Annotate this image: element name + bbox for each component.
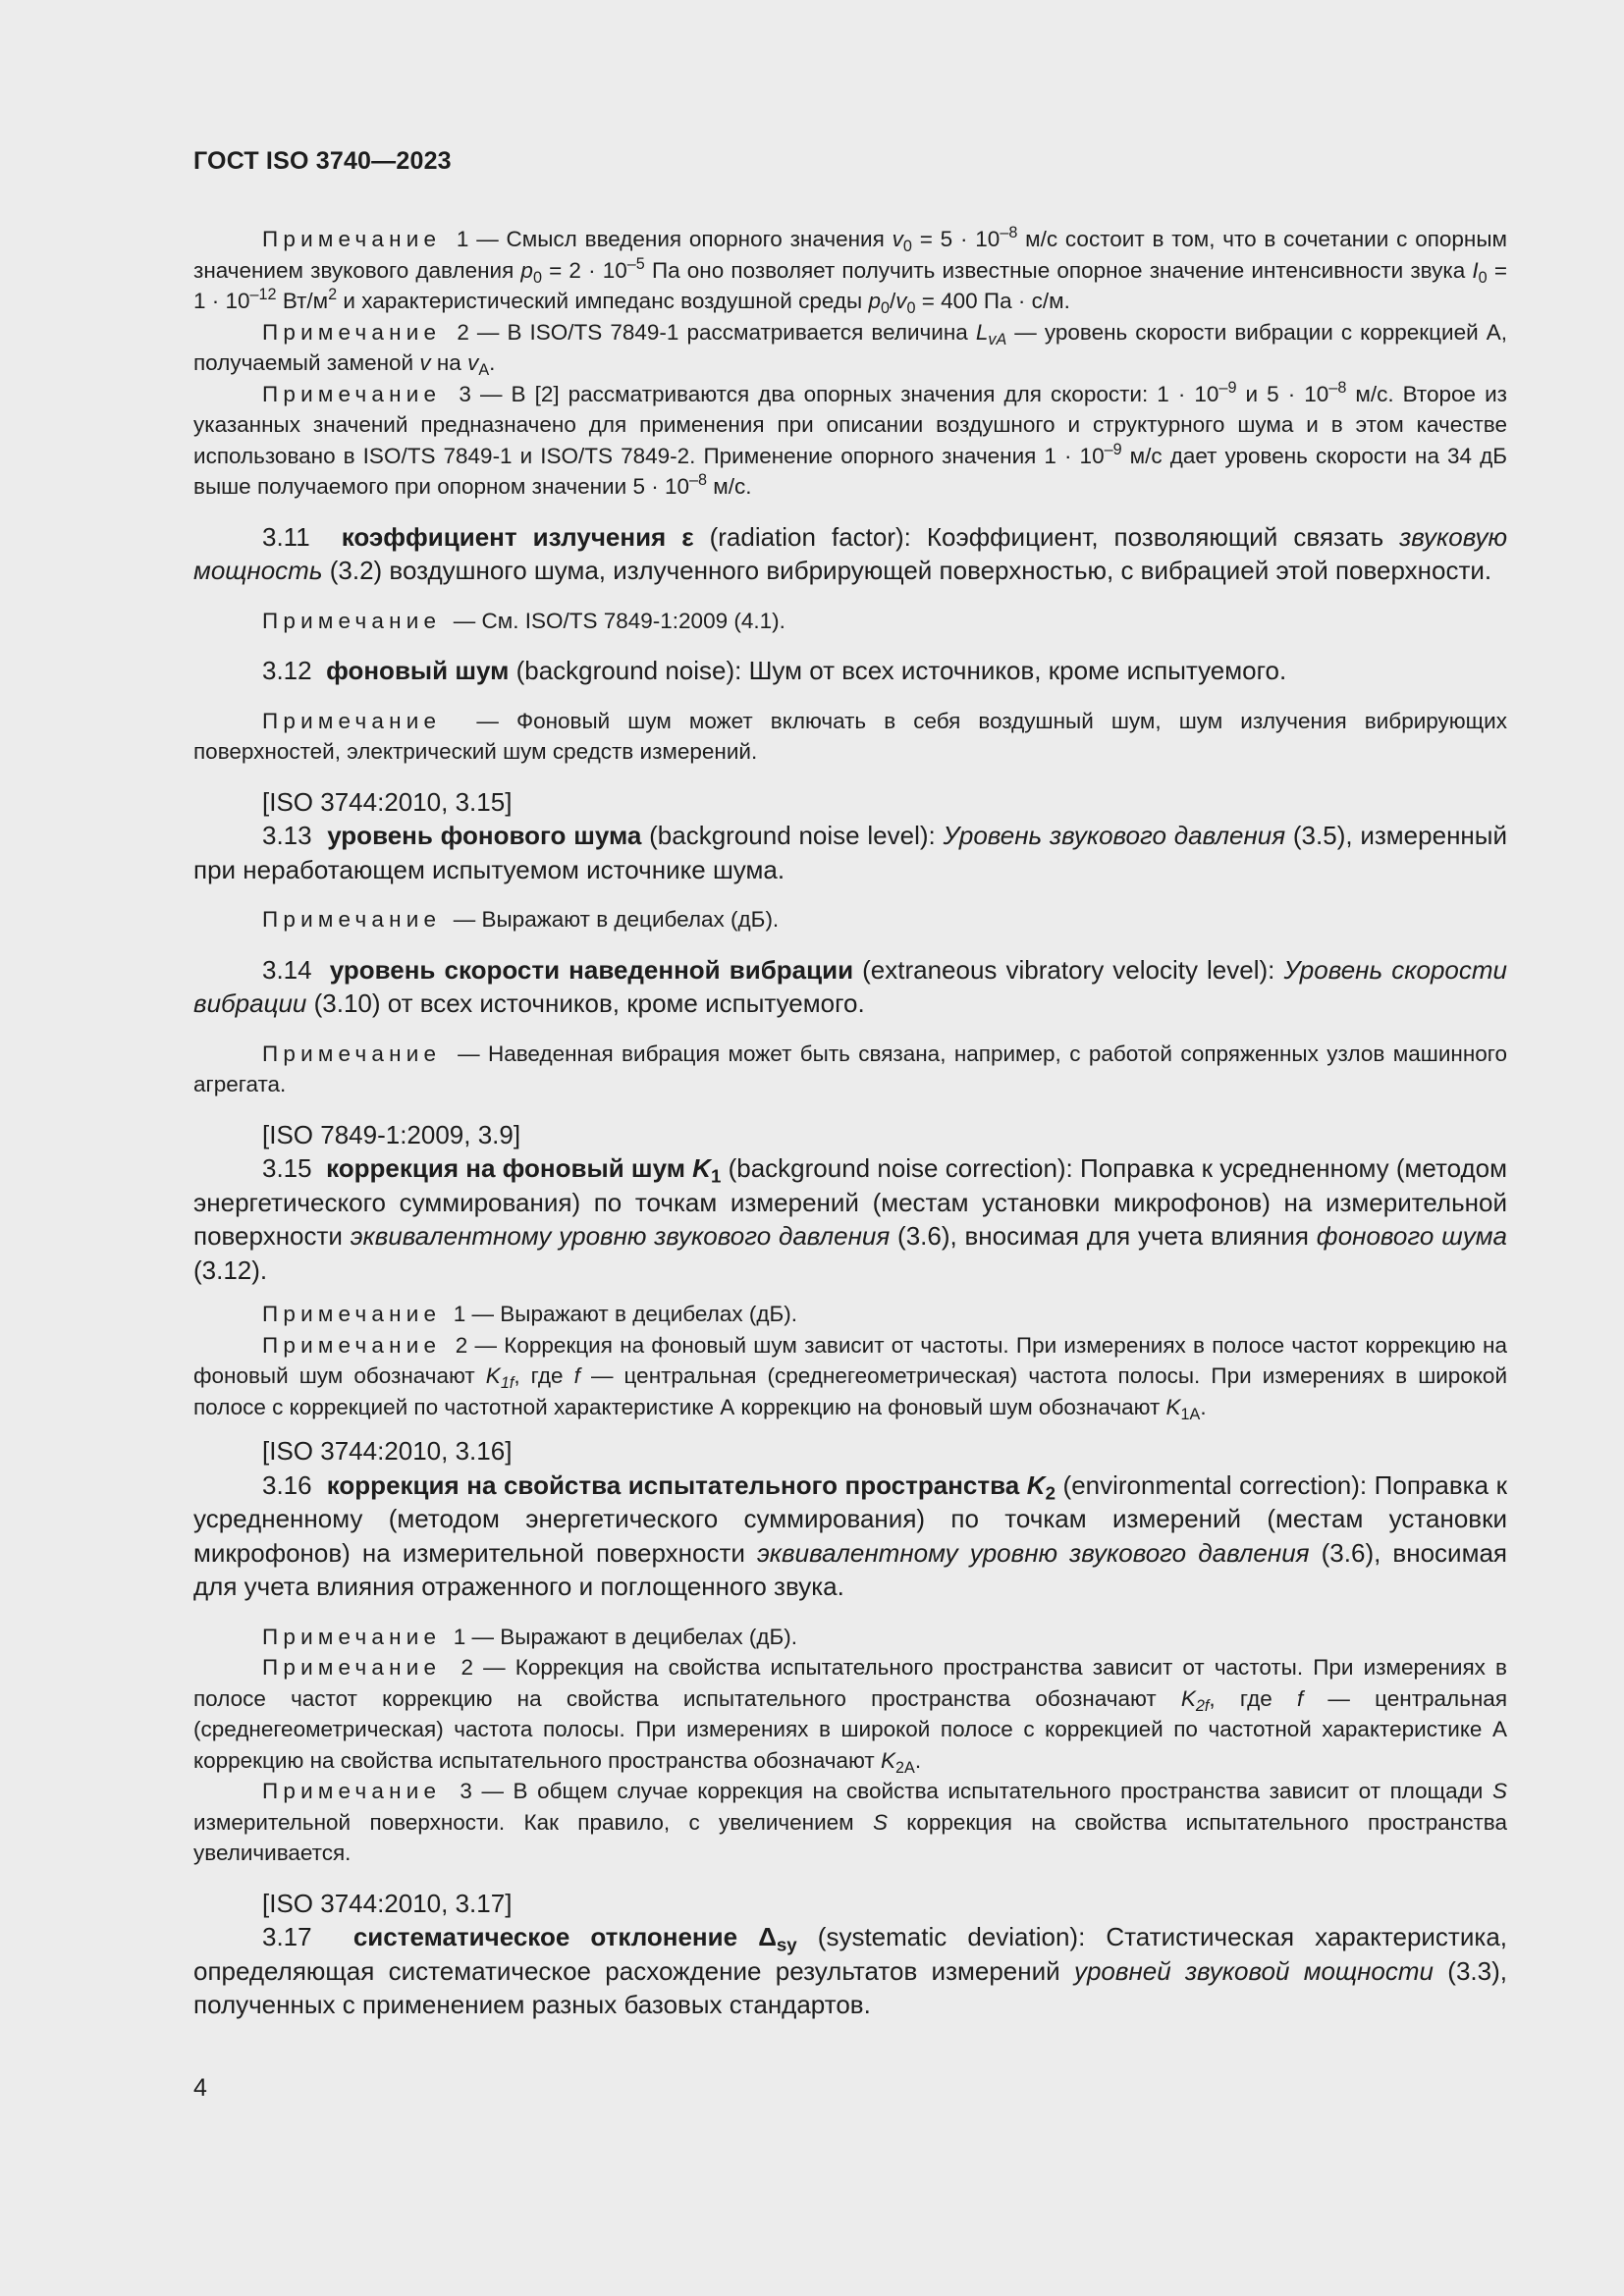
term-symbol: Δ: [758, 1922, 777, 1951]
section-number: 3.15: [262, 1153, 312, 1183]
note-3-12: Примечание — Фоновый шум может включать в себя воздушный шум, шум излучения вибрирующих поверхностей, электрический шум средств измерений.: [193, 708, 1507, 764]
term-name: уровень фонового шума: [327, 821, 642, 850]
term-3-17: 3.17 систематическое отклонение $\Delta_{sy}$ (systematic deviation): Статистическая характеристика, определяющая систематическое расхождение результатов измерений уровней звуковой мощности (3.3), полученных с применением разных базовых стандартов.: [193, 1922, 1507, 2019]
note-label: Примечание: [262, 381, 442, 406]
note-label: Примечание: [262, 227, 442, 251]
note-label: Примечание: [262, 1041, 442, 1066]
term-3-11: 3.11 коэффициент излучения ε (radiation factor): Коэффициент, позволяющий связать звуковую мощность (3.2) воздушного шума, излученного вибрирующей поверхностью, с вибрацией этой поверхности.: [193, 521, 1507, 585]
term-name: коррекция на фоновый шум: [326, 1153, 685, 1183]
note-3-16-2: Примечание 2 — Коррекция на свойства испытательного пространства зависит от частоты. При измерениях в полосе частот коррекцию на свойства испытательного пространства обозначают $K_{2f}$, где f — центральная (среднегеометрическая) частота полосы. При измерениях в широкой полосе с коррекцией по частотной характеристике А коррекцию на свойства испытательного пространства обозначают $K_{2A}$.: [193, 1655, 1508, 1777]
term-3-13: 3.13 уровень фонового шума (background noise level): Уровень звукового давления (3.5), измеренный при неработающем испытуемом источнике шума.: [193, 821, 1507, 884]
term-3-14: 3.14 уровень скорости наведенной вибрации (extraneous vibratory velocity level): Уровень скорости вибрации (3.10) от всех источников, кроме испытуемого.: [193, 954, 1507, 1018]
document-body: [193, 224, 1507, 2022]
section-number: 3.11: [262, 521, 310, 552]
note-label: Примечание: [262, 608, 442, 633]
note-3-16-3: Примечание 3 — В общем случае коррекция на свойства испытательного пространства зависит от площади S измерительной поверхности. Как правило, с увеличением S коррекция на свойства испытательного пространства увеличивается.: [193, 1779, 1507, 1865]
note-3-13: Примечание — Выражают в децибелах (дБ).: [262, 907, 780, 932]
reference-3-14: [ISO 7849-1:2009, 3.9]: [262, 1119, 521, 1149]
note-top-2: Примечание 2 — В ISO/TS 7849-1 рассматривается величина $L_{vA}$ — уровень скорости вибрации с коррекцией А, получаемый заменой v на $v_A$.: [193, 319, 1507, 379]
note-3-15-2: Примечание 2 — Коррекция на фоновый шум зависит от частоты. При измерениях в полосе частот коррекцию на фоновый шум обозначают $K_{1f}$, где f — центральная (среднегеометрическая) частота полосы. При измерениях в широкой полосе с коррекцией по частотной характеристике А коррекцию на фоновый шум обозначают $K_{1A}$.: [193, 1332, 1508, 1423]
term-name: коррекция на свойства испытательного пространства: [326, 1469, 1020, 1500]
document-header: ГОСТ ISO 3740—2023: [193, 147, 452, 175]
note-label: Примечание: [262, 1779, 442, 1803]
page-number: 4: [193, 2074, 207, 2102]
term-name: систематическое отклонение: [352, 1922, 738, 1951]
term-3-15: 3.15 коррекция на фоновый шум $K_1$ (background noise correction): Поправка к усредненному (методом энергетического суммирования) по точкам измерений (местам установки микрофонов) на измерительной поверхности эквивалентному уровню звукового давления (3.6), вносимая для учета влияния фонового шума (3.12).: [193, 1153, 1508, 1285]
term-name: коэффициент излучения ε: [341, 521, 694, 552]
note-label: Примечание: [262, 1332, 442, 1358]
section-number: 3.17: [262, 1922, 312, 1951]
term-symbol: K: [692, 1153, 711, 1183]
note-label: Примечание: [262, 319, 442, 345]
term-name: уровень скорости наведенной вибрации: [329, 954, 854, 985]
note-label: Примечание: [262, 907, 442, 932]
section-number: 3.12: [262, 656, 312, 685]
note-3-11: Примечание — См. ISO/TS 7849-1:2009 (4.1).: [262, 608, 785, 633]
note-3-15-1: Примечание 1 — Выражают в децибелах (дБ).: [262, 1302, 797, 1326]
reference-3-16: [ISO 3744:2010, 3.17]: [262, 1888, 513, 1918]
term-name: фоновый шум: [326, 656, 510, 685]
term-3-16: 3.16 коррекция на свойства испытательного пространства $K_2$ (environmental correction): Поправка к усредненному (методом энергетического суммирования) по точкам измерений (местам установки микрофонов) на измерительной поверхности эквивалентному уровню звукового давления (3.6), вносимая для учета влияния отраженного и поглощенного звука.: [193, 1469, 1507, 1601]
note-label: Примечание: [262, 708, 442, 733]
term-symbol: K: [1026, 1469, 1046, 1500]
term-3-12: 3.12 фоновый шум (background noise): Шум от всех источников, кроме испытуемого.: [262, 656, 1287, 685]
note-label: Примечание: [262, 1302, 442, 1326]
section-number: 3.14: [262, 954, 312, 985]
reference-3-15: [ISO 3744:2010, 3.16]: [262, 1436, 513, 1466]
note-top-1: Примечание 1 — Смысл введения опорного значения $v_0 = 5 \cdot 10^{-8}$ м/с состоит в том, что в сочетании с опорным значением звукового давления $p_0 = 2 \cdot 10^{-5}$ Па оно позволяет получить известные опорное значение интенсивности звука $I_0 = 1 \cdot 10^{-12}$ $Вт/м^2$ и характеристический импеданс воздушной среды $p_0/v_0 = 400$ Па · с/м.: [193, 224, 1507, 317]
section-number: 3.16: [262, 1469, 312, 1500]
note-label: Примечание: [262, 1655, 442, 1680]
note-top-3: Примечание 3 — В [2] рассматриваются два опорных значения для скорости: $1 \cdot 10^{-9}$ и $5 \cdot 10^{-8}$ м/с. Второе из указанных значений предназначено для применения при описании воздушного и структурного шума и в этом качестве использовано в ISO/TS 7849-1 и ISO/TS 7849-2. Применение опорного значения $1 \cdot 10^{-9}$ м/с дает уровень скорости на 34 дБ выше получаемого при опорном значении $5 \cdot 10^{-8}$ м/с.: [193, 378, 1508, 499]
reference-3-12: [ISO 3744:2010, 3.15]: [262, 786, 513, 817]
section-number: 3.13: [262, 821, 312, 850]
note-label: Примечание: [262, 1624, 442, 1649]
note-3-14: Примечание — Наведенная вибрация может быть связана, например, с работой сопряженных узлов машинного агрегата.: [193, 1041, 1507, 1096]
note-3-16-1: Примечание 1 — Выражают в децибелах (дБ).: [262, 1624, 797, 1649]
